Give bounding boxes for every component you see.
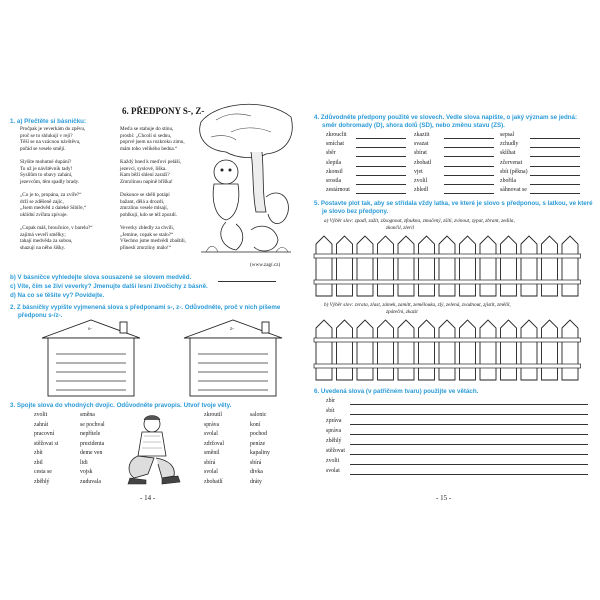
answer-line[interactable] <box>444 138 494 139</box>
house-z-label: z- <box>230 326 235 332</box>
poem-line: jezevci, syslové, liška. <box>120 165 167 172</box>
word-item: sáhnovat se <box>500 187 527 194</box>
word-item: zdržoval <box>204 440 224 447</box>
squirrel-tree-illustration <box>196 102 296 260</box>
poem-line: poprvé jsem na rozkroku zimu, <box>120 139 185 146</box>
fence-picket[interactable] <box>337 320 353 380</box>
fence-picket[interactable] <box>460 236 476 296</box>
fence-picket[interactable] <box>501 320 517 380</box>
fence-picket[interactable] <box>501 236 517 296</box>
page-number: - 15 - <box>436 494 452 502</box>
left-page <box>0 96 296 500</box>
sentence-word: zběhlý <box>326 438 342 444</box>
fence-picket[interactable] <box>562 320 578 380</box>
sentence-word: správa <box>326 428 342 434</box>
word-item: srostla <box>326 178 342 184</box>
word-item: smíchat <box>326 141 345 148</box>
word-item: kapaliny <box>250 450 270 456</box>
answer-line[interactable] <box>356 175 406 176</box>
word-item: dráty <box>250 478 262 485</box>
sentence-line[interactable] <box>350 454 588 455</box>
poem-source: (www.zagí.cz) <box>250 262 281 268</box>
word-item: vjet <box>414 168 423 175</box>
poem-line: Těší se na vzácnou návštěvu, <box>20 139 81 146</box>
word-item: salonic <box>250 412 267 418</box>
word-item: svazat <box>414 141 429 148</box>
word-item: pochod <box>250 431 268 437</box>
word-item: pracovní <box>34 431 55 437</box>
exercise-5-heading: 5. Postavte plot tak, aby se střídala vždy latka, ve které je slovo s předponou, s latkou, ve které <box>314 200 593 207</box>
word-item: se pochval <box>80 421 105 428</box>
word-item: zvolit <box>34 412 48 418</box>
fence-picket[interactable] <box>378 236 394 296</box>
answer-line[interactable] <box>218 281 276 282</box>
fence-picket[interactable] <box>316 236 332 296</box>
sentence-line[interactable] <box>350 414 588 415</box>
poem-line: zajímá veveří smělky; <box>20 231 66 238</box>
word-item: sbírá <box>250 459 262 466</box>
word-item: zkaziit <box>414 132 430 138</box>
poem-line: Zmrzlinou napíně bříška! <box>120 178 173 185</box>
fence-picket[interactable] <box>460 320 476 380</box>
fence-rail <box>314 338 581 342</box>
fence-picket[interactable] <box>562 236 578 296</box>
poem-line: „Jsem medvěd z daleké Sibiře,“ <box>20 205 87 212</box>
word-item: zkrouclit <box>326 132 347 138</box>
fence-picket[interactable] <box>419 320 435 380</box>
answer-line[interactable] <box>444 175 494 176</box>
exercise-2-heading-cont: předponu s-/z-. <box>18 312 63 319</box>
word-item: nepřítele <box>80 431 101 437</box>
sentence-line[interactable] <box>350 404 588 405</box>
house-s-label: s- <box>88 326 92 332</box>
sentence-word: svolat <box>326 468 340 474</box>
fence-rail <box>314 364 581 368</box>
poem-line: pořád se vesele smějí. <box>20 145 66 152</box>
word-item: zbohatl <box>414 159 432 166</box>
fence-picket[interactable] <box>419 236 435 296</box>
fence-picket[interactable] <box>357 236 373 296</box>
word-item: směna <box>80 412 95 418</box>
word-item: zahrát <box>34 421 49 428</box>
fence-picket[interactable] <box>521 236 537 296</box>
word-item: vojsk <box>80 469 93 475</box>
poem-line: proč se to shlukují v reji? <box>20 132 73 139</box>
fence-picket[interactable] <box>398 320 414 380</box>
fence-picket[interactable] <box>542 320 558 380</box>
sentence-line[interactable] <box>350 434 588 435</box>
exercise-4-heading: 4. Zdůvodněte předpony použité ve slovech. Vedle slova napište, o jaký význam se jedná: <box>314 114 578 121</box>
word-item: peníze <box>250 440 266 447</box>
word-item: sběr <box>326 150 336 157</box>
poem-line: Kam běží shlení zaraží? <box>120 172 170 179</box>
poem-line <box>120 218 186 225</box>
word-item: sepsal <box>500 132 515 138</box>
exercise-5b-words: b) Výběr slov: zvrata, zlast, zámek, zamítt, zemělouka, zlý, zelená, zvadnout, zjistit, změlil, <box>324 302 511 308</box>
answer-line[interactable] <box>356 156 406 157</box>
word-item: zbohatlí <box>204 478 223 485</box>
word-item: zkroutil <box>204 412 223 418</box>
exercise-5a-words: a) Výběr slov: zpadl, zažit, zšxognout, zfoukna, zmačený, zšiti, zvinout, zypat, zbrant, zedila, <box>324 218 515 224</box>
fence-picket[interactable] <box>439 236 455 296</box>
poem-line: shazují na něho šišky. <box>20 244 66 251</box>
answer-line[interactable] <box>356 138 406 139</box>
poem-line: zmrzlinu vesele mlsají, <box>120 205 168 212</box>
fence-picket[interactable] <box>398 236 414 296</box>
fence-picket[interactable] <box>316 320 332 380</box>
word-item: správa <box>204 421 220 428</box>
sentence-word: zpráva <box>326 418 342 424</box>
answer-line[interactable] <box>530 193 580 194</box>
exercise-1d: d) Na co se těšíte vy? Povídejte. <box>10 292 105 299</box>
fence-a[interactable] <box>312 234 592 298</box>
exercise-1-heading: 1. a) Přečtěte si básničku: <box>10 118 87 125</box>
exercise-1b: b) V básničce vyhledejte slova sousazené se slovem medvěd. <box>10 274 192 281</box>
answer-line[interactable] <box>356 147 406 148</box>
fence-picket[interactable] <box>357 320 373 380</box>
word-item: deme ven <box>80 450 103 456</box>
chapter-title: 6. PŘEDPONY S-, Z- <box>122 106 205 116</box>
poem-line: „Copak máš, broučnice, v barelu?“ <box>20 224 93 231</box>
answer-line[interactable] <box>356 184 406 185</box>
word-item: zbořila <box>500 178 517 184</box>
poem-line: Pročpak je veverkám do zpěvu, <box>20 126 86 132</box>
sentence-line[interactable] <box>350 424 588 425</box>
word-item: zuduvala <box>80 478 101 485</box>
word-item: sbít (pěkna) <box>500 168 528 175</box>
word-item: sklíhat <box>500 150 516 157</box>
exercise-5a-words-cont: zkončil, zleril <box>386 225 414 231</box>
word-item: zchudly <box>500 141 519 148</box>
sentence-word: stěžovat <box>326 448 345 454</box>
child-sitting-illustration <box>118 414 186 486</box>
word-item: slepila <box>326 159 342 166</box>
exercise-5b-words-cont: zpátečni, zkazit <box>386 309 418 315</box>
poem-line: Dokonce se sbělí potápí <box>120 191 170 198</box>
sentence-line[interactable] <box>350 464 588 465</box>
answer-line[interactable] <box>444 193 494 194</box>
poem-line <box>20 152 93 159</box>
answer-line[interactable] <box>530 166 580 167</box>
fence-picket[interactable] <box>337 236 353 296</box>
poem-line: Meďa se stahuje do stínu, <box>120 126 174 132</box>
word-item: zkonsil <box>326 168 343 175</box>
sentence-line[interactable] <box>350 444 588 445</box>
poem-line: Každý hned k meďovi peláší, <box>120 158 182 165</box>
poem-line <box>20 185 93 192</box>
poem-line: Veverky zbledly za chvíli, <box>120 224 175 231</box>
word-item: zbledl <box>414 187 429 194</box>
word-item: sbírat <box>414 150 427 157</box>
poem-line: bažant, dělá a drozdi, <box>120 198 165 205</box>
poem-right-column <box>120 126 186 251</box>
poem-line <box>20 218 93 225</box>
fence-picket[interactable] <box>439 320 455 380</box>
poem-line: „Co je to, propána, za zvíře?“ <box>20 191 82 198</box>
fence-picket[interactable] <box>480 236 496 296</box>
sentence-line[interactable] <box>350 474 588 475</box>
fence-b[interactable] <box>312 318 592 382</box>
answer-line[interactable] <box>356 166 406 167</box>
answer-line[interactable] <box>530 147 580 148</box>
word-item: sbírá <box>204 459 216 466</box>
sentence-word: zbír <box>326 398 336 404</box>
poem-line: Slyšíte mohutné dupání? <box>20 158 72 165</box>
exercise-6-heading: 6. Uvedená slova (v patřičném tvaru) použijte ve větách. <box>314 388 479 395</box>
word-item: zbil <box>34 459 43 466</box>
poem-line: přineslí zmrzliny málo!“ <box>120 244 171 251</box>
exercise-3-heading: 3. Spojte slova do vhodných dvojic. Odůvodněte pravopis. Utvoř tvoje věty. <box>10 402 232 409</box>
word-item: koní <box>250 421 261 428</box>
answer-line[interactable] <box>530 156 580 157</box>
answer-line[interactable] <box>530 175 580 176</box>
fence-picket[interactable] <box>542 236 558 296</box>
word-item: svolal <box>204 431 218 437</box>
fence-picket[interactable] <box>480 320 496 380</box>
poem-left-column <box>20 126 93 251</box>
poem-line <box>120 152 186 159</box>
poem-line: drží se zděšeně zajíc, <box>20 198 64 205</box>
answer-line[interactable] <box>530 184 580 185</box>
poem-line: Sysliům to obavy zahání, <box>20 172 73 179</box>
word-item: zbít <box>34 450 43 456</box>
fence-picket[interactable] <box>521 320 537 380</box>
word-item: divka <box>250 469 263 475</box>
word-item: prezidenta <box>80 440 105 447</box>
poem-line: To už je návštěvník tady! <box>20 165 73 172</box>
word-item: směnil <box>204 450 220 456</box>
answer-line[interactable] <box>356 193 406 194</box>
poem-line: tahají medvěda za sobou, <box>20 238 73 245</box>
fence-rail <box>314 254 581 258</box>
word-item: zvolil <box>414 178 428 184</box>
poem-line <box>120 185 186 192</box>
exercise-5-heading-cont: je slovo bez předpony. <box>322 208 389 215</box>
word-item: zčervenat <box>500 159 523 166</box>
fence-rail <box>314 280 581 284</box>
answer-line[interactable] <box>530 138 580 139</box>
word-item: zběhlý <box>34 478 50 485</box>
poem-line: jezevcům, těm spadly brady. <box>20 178 80 185</box>
answer-line[interactable] <box>444 147 494 148</box>
exercise-2-heading: 2. Z básničky vypište vyjmenená slova s předponami s-, z-. Odůvodněte, proč v nich píšeme <box>10 304 281 311</box>
page-number: - 14 - <box>140 494 156 502</box>
poem-line: Všechno jsme medvědi zbaštili, <box>120 238 186 245</box>
fence-picket[interactable] <box>378 320 394 380</box>
word-item: svolal <box>204 469 218 475</box>
answer-line[interactable] <box>444 184 494 185</box>
poem-line: pohlkují, kdo se též zpozdí. <box>120 211 178 218</box>
sentence-word: zvolit <box>326 458 340 464</box>
poem-line: prosbí: „Chcolí si sednu, <box>120 132 172 139</box>
answer-line[interactable] <box>444 166 494 167</box>
exercise-4-heading-cont: směr dohromady (D), shora dolů (SD), nebo změnu stavu (ZS). <box>322 122 505 129</box>
word-item: zestárnout <box>326 187 350 194</box>
right-page <box>304 96 600 500</box>
poem-line: mám toho velikého bedna.“ <box>120 145 178 152</box>
word-item: cesta se <box>34 469 52 475</box>
word-item: stěžovat si <box>34 440 59 447</box>
sentence-word: sbít <box>326 408 335 414</box>
word-item: lidi <box>80 459 88 466</box>
answer-line[interactable] <box>444 156 494 157</box>
exercise-1c: c) Víte, čím se živí veverky? Jmenujte další lesní živočichy z básně. <box>10 283 208 290</box>
poem-line: uklidní zvířata zpívaje. <box>20 211 68 218</box>
poem-line: „Jemine, copak se stalo?“ <box>120 231 174 238</box>
